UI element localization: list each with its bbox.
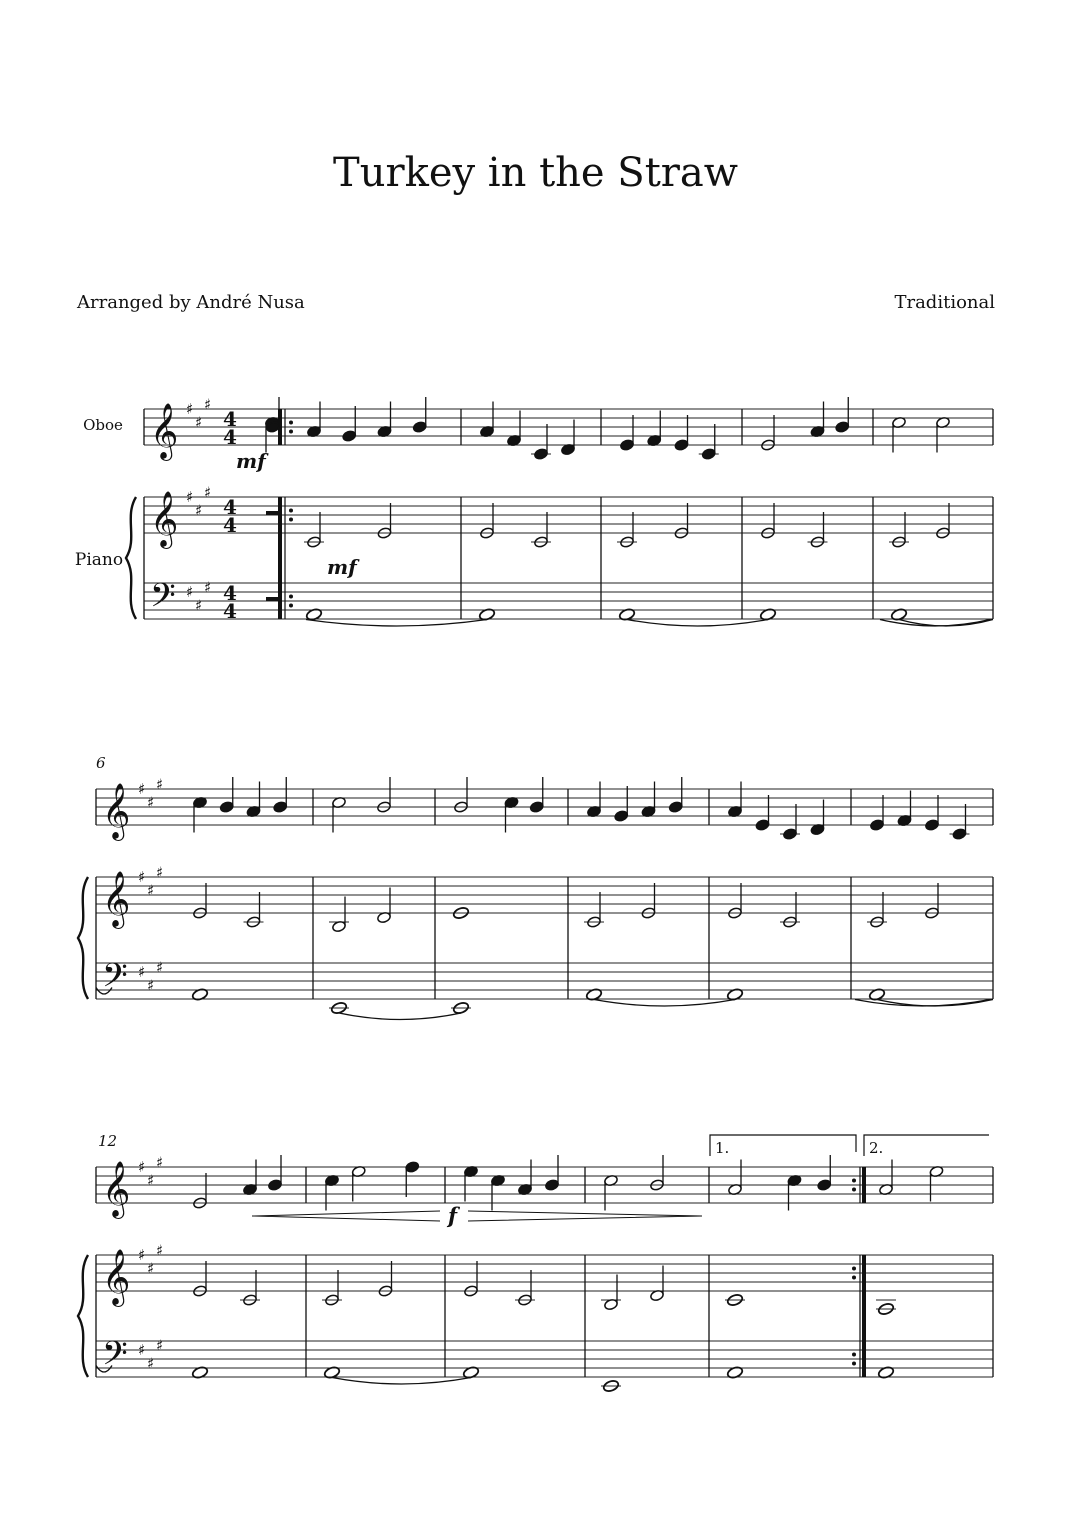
measure-number-12: 12 xyxy=(98,1132,118,1150)
dynamic-forte: f xyxy=(448,1203,458,1228)
sharp-icon: ♯ xyxy=(156,1336,164,1355)
repeat-dot xyxy=(852,1353,856,1357)
tie-curve xyxy=(306,620,487,627)
piano-brace-icon xyxy=(126,497,136,619)
note-head xyxy=(835,421,850,434)
repeat-dot xyxy=(852,1179,856,1183)
note-head xyxy=(342,430,357,443)
note-head xyxy=(614,810,629,823)
sharp-icon: ♯ xyxy=(138,963,146,981)
sharp-icon: ♯ xyxy=(204,483,212,502)
repeat-dot xyxy=(289,518,293,522)
note-head xyxy=(219,801,234,814)
repeat-dot xyxy=(289,430,293,434)
sharp-icon: ♯ xyxy=(138,1158,146,1176)
time-signature-bottom: 4 xyxy=(223,425,237,449)
note-head xyxy=(273,801,288,814)
sharp-icon: ♯ xyxy=(138,1246,146,1264)
repeat-dot xyxy=(852,1188,856,1192)
sharp-icon: ♯ xyxy=(147,976,155,995)
repeat-dot xyxy=(852,1362,856,1366)
bass-clef-icon: 𝄢 xyxy=(102,1335,128,1381)
note-head xyxy=(529,801,544,814)
composer-credit: Traditional xyxy=(894,292,995,313)
sharp-icon: ♯ xyxy=(156,1153,164,1172)
note-head xyxy=(668,801,683,814)
sharp-icon: ♯ xyxy=(156,775,164,794)
tie-curve xyxy=(332,1378,471,1385)
sharp-icon: ♯ xyxy=(147,793,155,812)
arranger-credit: Arranged by André Nusa xyxy=(77,292,305,313)
note-head xyxy=(870,819,885,832)
note-head xyxy=(534,448,549,461)
first-ending-label: 1. xyxy=(715,1139,730,1157)
sharp-icon: ♯ xyxy=(195,596,203,615)
repeat-dot xyxy=(289,421,293,425)
sharp-icon: ♯ xyxy=(195,501,203,520)
sharp-icon: ♯ xyxy=(147,1354,155,1373)
piano-brace-icon xyxy=(78,1255,88,1377)
repeat-dot xyxy=(289,604,293,608)
repeat-dot xyxy=(852,1267,856,1271)
note-head xyxy=(817,1179,832,1192)
time-signature-top: 4 xyxy=(223,495,237,519)
time-signature-bottom: 4 xyxy=(223,599,237,623)
page-title: Turkey in the Straw xyxy=(333,150,738,196)
sharp-icon: ♯ xyxy=(204,578,212,597)
treble-clef-icon: 𝄞 xyxy=(102,1249,131,1305)
note-head xyxy=(783,828,798,841)
first-ending-bracket xyxy=(710,1135,856,1156)
sharp-icon: ♯ xyxy=(186,583,194,601)
sharp-icon: ♯ xyxy=(147,1171,155,1190)
time-signature-top: 4 xyxy=(223,407,237,431)
tie-curve xyxy=(594,1000,735,1007)
notation-group xyxy=(78,396,993,1393)
sharp-icon: ♯ xyxy=(156,958,164,977)
treble-clef-icon: 𝄞 xyxy=(102,1161,131,1217)
second-ending-label: 2. xyxy=(869,1139,884,1157)
oboe-instrument-label: Oboe xyxy=(83,416,123,434)
tie-curve xyxy=(627,620,768,627)
time-signature-bottom: 4 xyxy=(223,513,237,537)
half-rest-icon xyxy=(266,597,279,601)
note-head xyxy=(545,1179,560,1192)
decrescendo-hairpin xyxy=(468,1211,702,1221)
piano-instrument-label: Piano xyxy=(74,550,124,570)
treble-clef-icon: 𝄞 xyxy=(102,871,131,927)
sharp-icon: ♯ xyxy=(156,1241,164,1260)
crescendo-hairpin xyxy=(252,1211,440,1221)
repeat-dot xyxy=(289,509,293,513)
dynamic-mf-piano: mf xyxy=(327,555,357,579)
sharp-icon: ♯ xyxy=(156,863,164,882)
sharp-icon: ♯ xyxy=(138,868,146,886)
treble-clef-icon: 𝄞 xyxy=(102,783,131,839)
sharp-icon: ♯ xyxy=(195,413,203,432)
note-head xyxy=(701,448,716,461)
note-head xyxy=(412,421,427,434)
sharp-icon: ♯ xyxy=(186,488,194,506)
sharp-icon: ♯ xyxy=(147,1259,155,1278)
bass-clef-icon: 𝄢 xyxy=(150,577,176,623)
piano-brace-icon xyxy=(78,877,88,999)
sharp-icon: ♯ xyxy=(186,400,194,418)
note-head xyxy=(268,1179,283,1192)
dynamic-mf-oboe: mf xyxy=(236,449,266,473)
treble-clef-icon: 𝄞 xyxy=(150,491,179,547)
sharp-icon: ♯ xyxy=(138,780,146,798)
sharp-icon: ♯ xyxy=(147,881,155,900)
note-head xyxy=(405,1161,420,1174)
bass-clef-icon: 𝄢 xyxy=(102,957,128,1003)
note-head xyxy=(674,439,689,452)
time-signature-top: 4 xyxy=(223,581,237,605)
repeat-dot xyxy=(289,595,293,599)
note-head xyxy=(620,439,635,452)
note-head xyxy=(755,819,770,832)
sharp-icon: ♯ xyxy=(204,395,212,414)
half-rest-icon xyxy=(266,511,279,515)
note-head xyxy=(925,819,940,832)
sharp-icon: ♯ xyxy=(138,1341,146,1359)
tie-curve xyxy=(855,1000,990,1007)
measure-number-6: 6 xyxy=(96,754,106,772)
repeat-dot xyxy=(852,1276,856,1280)
treble-clef-icon: 𝄞 xyxy=(150,403,179,459)
tie-curve xyxy=(339,1013,461,1020)
note-head xyxy=(952,828,967,841)
